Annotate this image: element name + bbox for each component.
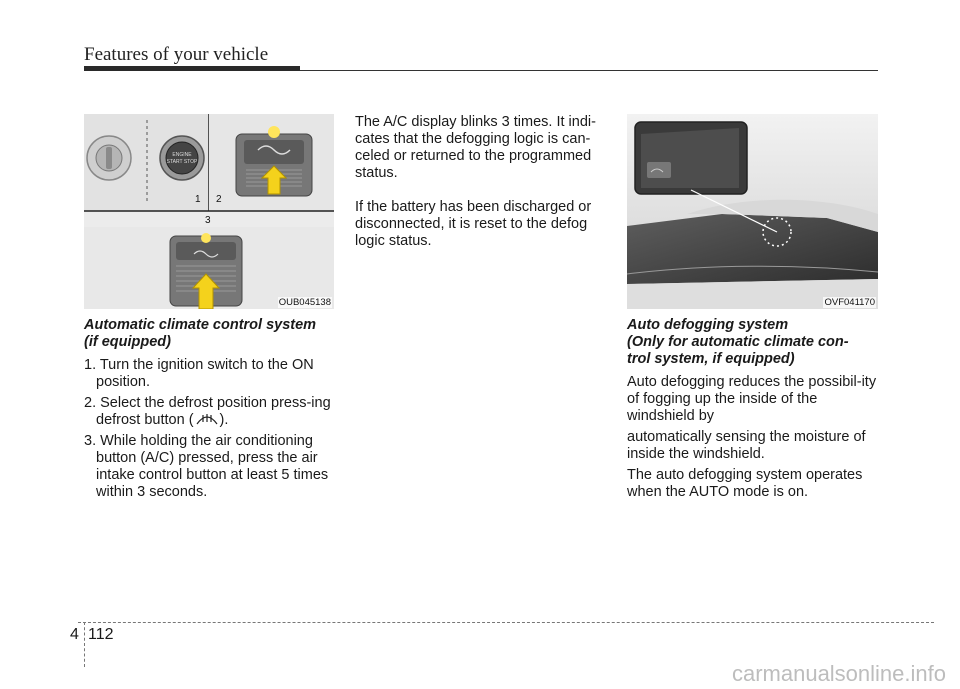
left-column: [84, 317, 334, 505]
svg-text:ENGINE: ENGINE: [172, 152, 192, 158]
step-2: [84, 395, 334, 429]
footer-rule: [78, 622, 934, 623]
callout-1: 1: [195, 194, 201, 205]
section-heading: [84, 317, 334, 351]
paragraph-auto-defog-3: The auto defogging system operates when the AUTO mode is on.: [627, 467, 863, 500]
section-heading-line3: trol system, if equipped): [627, 351, 795, 367]
figure-windshield-sensor-illustration: [627, 114, 878, 309]
footer-vertical-rule: [84, 622, 85, 667]
figure-code-label: OUB045138: [278, 297, 331, 308]
section-heading-line1: Auto defogging system: [627, 317, 789, 333]
header-rule: [300, 70, 878, 71]
chapter-number: 4: [70, 626, 79, 643]
watermark: carmanualsonline.info: [731, 661, 946, 686]
paragraph-auto-defog-1: Auto defogging reduces the possibil-ity of fogging up the inside of the windshield by: [627, 374, 877, 424]
figure-ignition-defrost-illustration: [84, 114, 334, 309]
figure-ignition-defrost: [84, 114, 334, 309]
step-3: 3. While holding the air conditioning button (A/C) pressed, press the air intake control button at least 5 times within 3 seconds.: [84, 433, 329, 500]
page-number: 112: [88, 626, 114, 643]
header-bar: [84, 66, 300, 71]
step-1: 1. Turn the ignition switch to the ON position.: [84, 357, 314, 390]
section-heading: [627, 317, 878, 368]
figure-windshield-sensor: [627, 114, 878, 309]
step-2-text-end: ).: [219, 412, 229, 428]
section-heading-line2: (if equipped): [84, 334, 171, 350]
middle-column: [355, 114, 605, 250]
section-heading-line2: (Only for automatic climate con-: [627, 334, 849, 350]
page-header-title: Features of your vehicle: [84, 44, 269, 65]
right-column: [627, 317, 878, 501]
paragraph-auto-defog-2: automatically sensing the moisture of inside the windshield.: [627, 429, 866, 462]
paragraph-battery: If the battery has been discharged or disconnected, it is reset to the defog logic status.: [355, 199, 592, 249]
callout-3: 3: [205, 215, 211, 226]
figure-code-label: OVF041170: [824, 297, 875, 308]
section-heading-line1: Automatic climate control system: [84, 317, 317, 333]
steps-list: [84, 357, 334, 501]
step-2-text: 2. Select the defrost position press-ing defrost button (: [84, 395, 331, 428]
svg-text:START STOP: START STOP: [166, 159, 198, 165]
paragraph-ac-display: The A/C display blinks 3 times. It indi-cates that the defogging logic is can-celed or returned to the programmed status.: [355, 114, 596, 181]
defrost-icon: [194, 412, 220, 426]
callout-2: 2: [216, 194, 222, 205]
